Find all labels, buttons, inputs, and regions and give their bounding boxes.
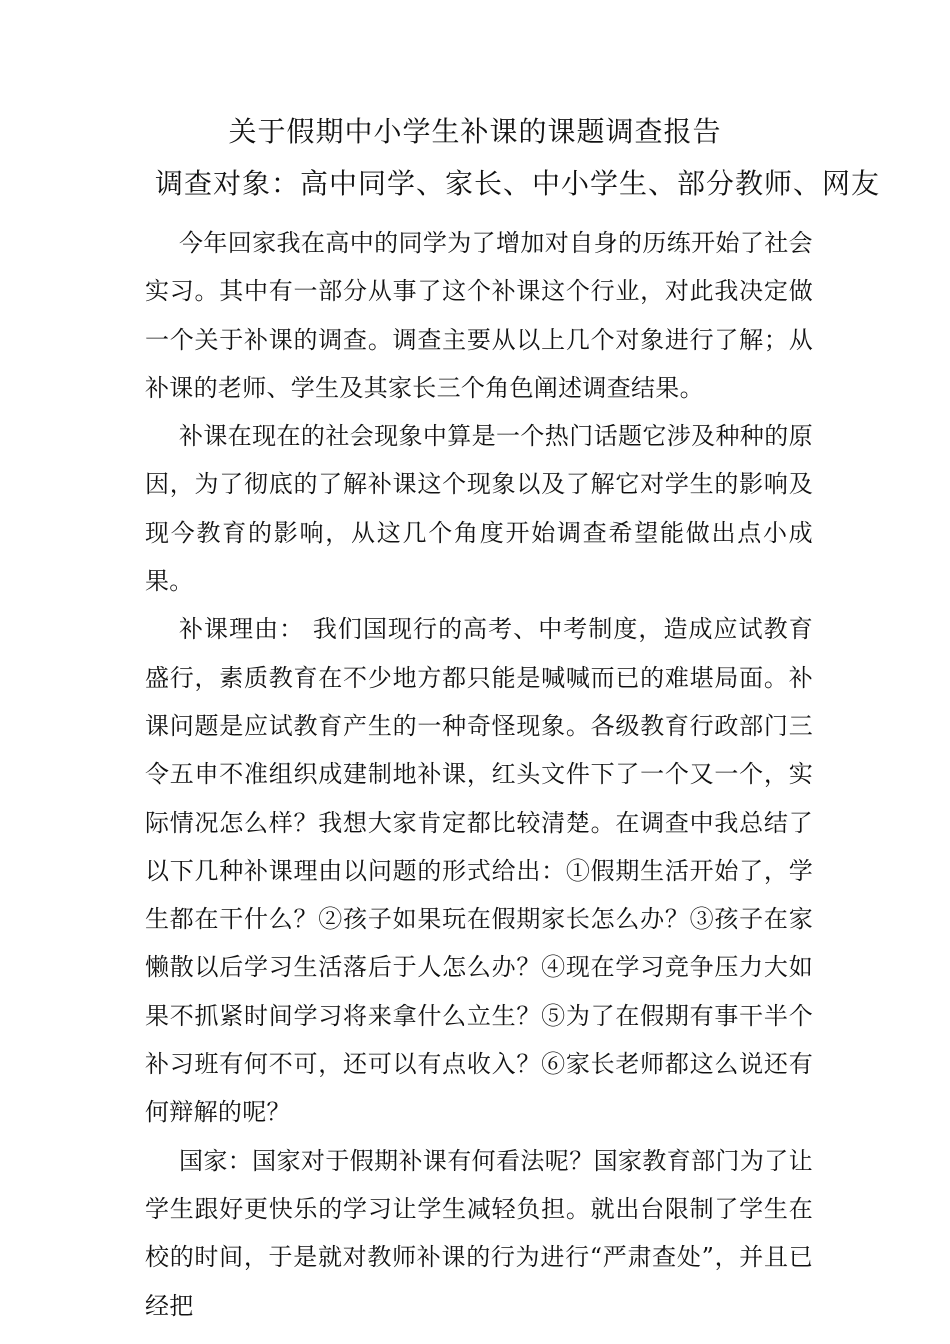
document-subtitle: 调查对象：高中同学、家长、中小学生、部分教师、网友	[155, 167, 881, 200]
paragraph-background: 补课在现在的社会现象中算是一个热门话题它涉及种种的原因，为了彻底的了解补课这个现象以及了解它对学生的影响及现今教育的影响，从这几个角度开始调查希望能做出点小成果。	[145, 422, 813, 596]
document-title: 关于假期中小学生补课的课题调查报告	[228, 115, 722, 148]
document-body	[145, 219, 813, 1330]
paragraph-national: 国家：国家对于假期补课有何看法呢？国家教育部门为了让学生跟好更快乐的学习让学生减轻负担。就出台限制了学生在校的时间，于是就对教师补课的行为进行“严肃查处”，并且已经把	[145, 1146, 813, 1320]
paragraph-intro: 今年回家我在高中的同学为了增加对自身的历练开始了社会实习。其中有一部分从事了这个补课这个行业，对此我决定做一个关于补课的调查。调查主要从以上几个对象进行了解；从补课的老师、学生及其家长三个角色阐述调查结果。	[145, 229, 813, 402]
paragraph-reasons: 补课理由： 我们国现行的高考、中考制度，造成应试教育盛行，素质教育在不少地方都只能是喊喊而已的难堪局面。补课问题是应试教育产生的一种奇怪现象。各级教育行政部门三令五申不准组织成建制地补课，红头文件下了一个又一个，实际情况怎么样？我想大家肯定都比较清楚。在调查中我总结了以下几种补课理由以问题的形式给出：①假期生活开始了，学生都在干什么？②孩子如果玩在假期家长怎么办？③孩子在家懒散以后学习生活落后于人怎么办？④现在学习竞争压力大如果不抓紧时间学习将来拿什么立生？⑤为了在假期有事干半个补习班有何不可，还可以有点收入？⑥家长老师都这么说还有何辩解的呢？	[145, 615, 813, 1127]
